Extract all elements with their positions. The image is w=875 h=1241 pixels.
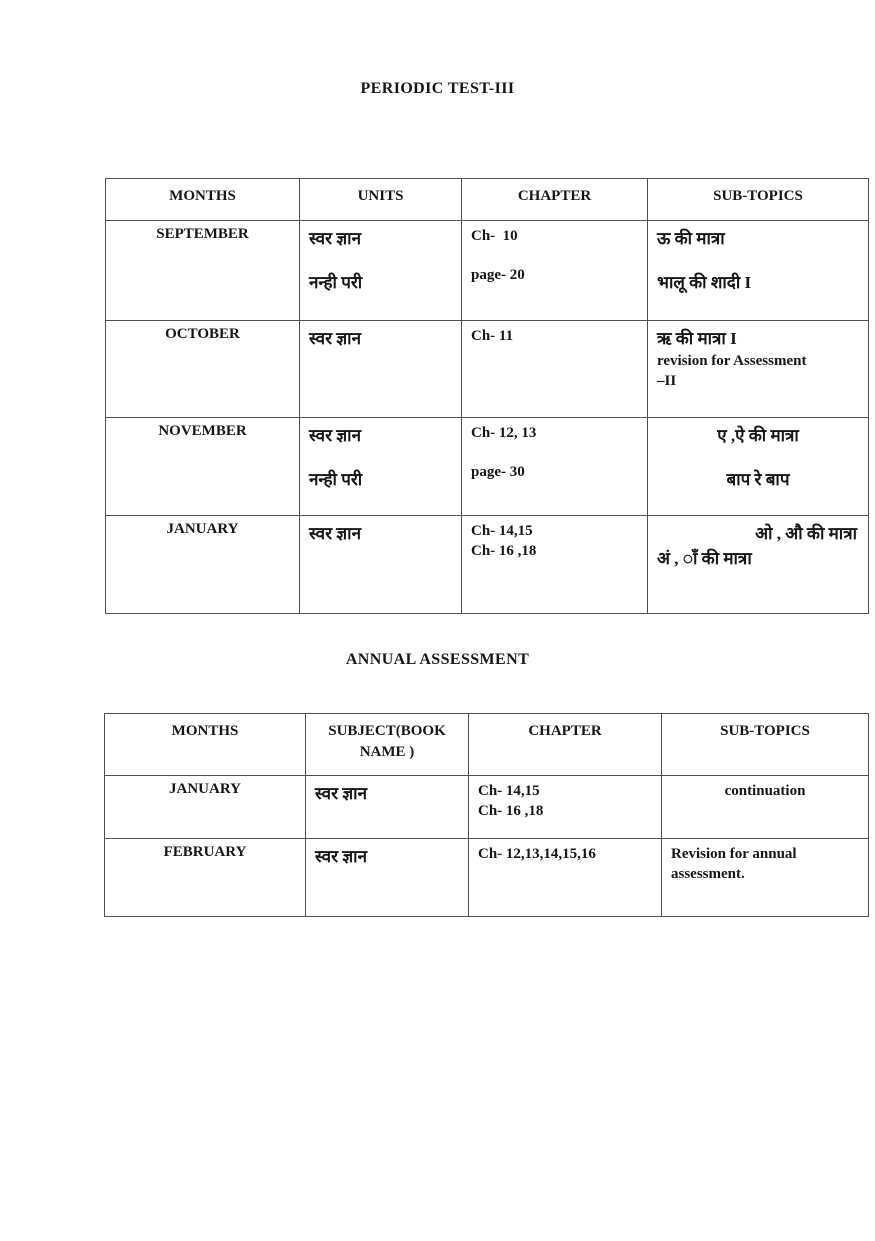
chapter-cell (462, 321, 648, 418)
units-cell (300, 321, 462, 418)
units-line: स्वर ज्ञान (309, 229, 362, 248)
chapter-line: page- 20 (471, 267, 525, 283)
units-cell (300, 221, 462, 321)
table-row (105, 839, 869, 917)
column-header-units: UNITS (300, 179, 462, 221)
subtopics-cell (648, 221, 869, 321)
subtopic-line: भालू की शादी I (657, 273, 752, 292)
table-row (106, 321, 869, 418)
subject-line: स्वर ज्ञान (315, 784, 368, 803)
chapter-cell (462, 221, 648, 321)
chapter-line: Ch- 10 (471, 228, 518, 244)
subtopics-cell (662, 776, 869, 839)
subtopic-line: continuation (724, 783, 806, 799)
subtopic-line: बाप रे बाप (726, 470, 790, 489)
subtopic-line: ओ , औ की मात्रा (755, 524, 857, 543)
table-row (106, 516, 869, 614)
chapter-line: Ch- 11 (471, 328, 514, 344)
column-header-chapter: CHAPTER (469, 714, 662, 776)
column-header-months: MONTHS (105, 714, 306, 776)
annual-assessment-table (104, 713, 869, 917)
column-header-chapter: CHAPTER (462, 179, 648, 221)
chapter-cell (462, 418, 648, 516)
column-header-subtopics: SUB-TOPICS (662, 714, 869, 776)
subtopics-cell (648, 516, 869, 614)
month-cell: OCTOBER (106, 321, 300, 418)
subtopic-line: ऋ की मात्रा I (657, 329, 737, 348)
subtopic-line: Revision for annual assessment. (671, 846, 801, 882)
chapter-line: page- 30 (471, 464, 525, 480)
subtopics-cell (648, 321, 869, 418)
chapter-line: Ch- 16 ,18 (478, 803, 544, 819)
table-row (106, 221, 869, 321)
subtopic-line: revision for Assessment (657, 353, 807, 369)
subject-line: स्वर ज्ञान (315, 847, 368, 866)
annual-assessment-title: ANNUAL ASSESSMENT (345, 651, 530, 668)
chapter-cell (469, 776, 662, 839)
units-cell (300, 418, 462, 516)
table-row (106, 418, 869, 516)
subtopic-line: ऊ की मात्रा (657, 229, 725, 248)
table-row (105, 776, 869, 839)
chapter-line: Ch- 14,15 (478, 783, 540, 799)
subtopic-line: ए ,ऐ की मात्रा (717, 426, 799, 445)
chapter-cell (462, 516, 648, 614)
units-cell (300, 516, 462, 614)
subject-cell (306, 839, 469, 917)
chapter-line: Ch- 16 ,18 (471, 543, 537, 559)
units-line: स्वर ज्ञान (309, 329, 362, 348)
column-header-subject: SUBJECT(BOOK NAME ) (306, 714, 469, 776)
month-cell: FEBRUARY (105, 839, 306, 917)
units-line: स्वर ज्ञान (309, 524, 362, 543)
month-cell: JANUARY (105, 776, 306, 839)
column-header-months: MONTHS (106, 179, 300, 221)
subtopics-cell (648, 418, 869, 516)
subtopic-line: –II (657, 373, 677, 389)
chapter-line: Ch- 12, 13 (471, 425, 537, 441)
subtopic-line: अं , ाँ की मात्रा (657, 549, 752, 568)
periodic-test-table (105, 178, 869, 614)
units-line: नन्ही परी (309, 470, 363, 489)
month-cell: NOVEMBER (106, 418, 300, 516)
subtopics-cell (662, 839, 869, 917)
header-row (105, 714, 869, 776)
subject-cell (306, 776, 469, 839)
periodic-test-title: PERIODIC TEST-III (360, 80, 515, 97)
chapter-line: Ch- 12,13,14,15,16 (478, 846, 596, 862)
units-line: नन्ही परी (309, 273, 363, 292)
column-header-subtopics: SUB-TOPICS (648, 179, 869, 221)
units-line: स्वर ज्ञान (309, 426, 362, 445)
header-row (106, 179, 869, 221)
chapter-line: Ch- 14,15 (471, 523, 533, 539)
chapter-cell (469, 839, 662, 917)
month-cell: SEPTEMBER (106, 221, 300, 321)
month-cell: JANUARY (106, 516, 300, 614)
